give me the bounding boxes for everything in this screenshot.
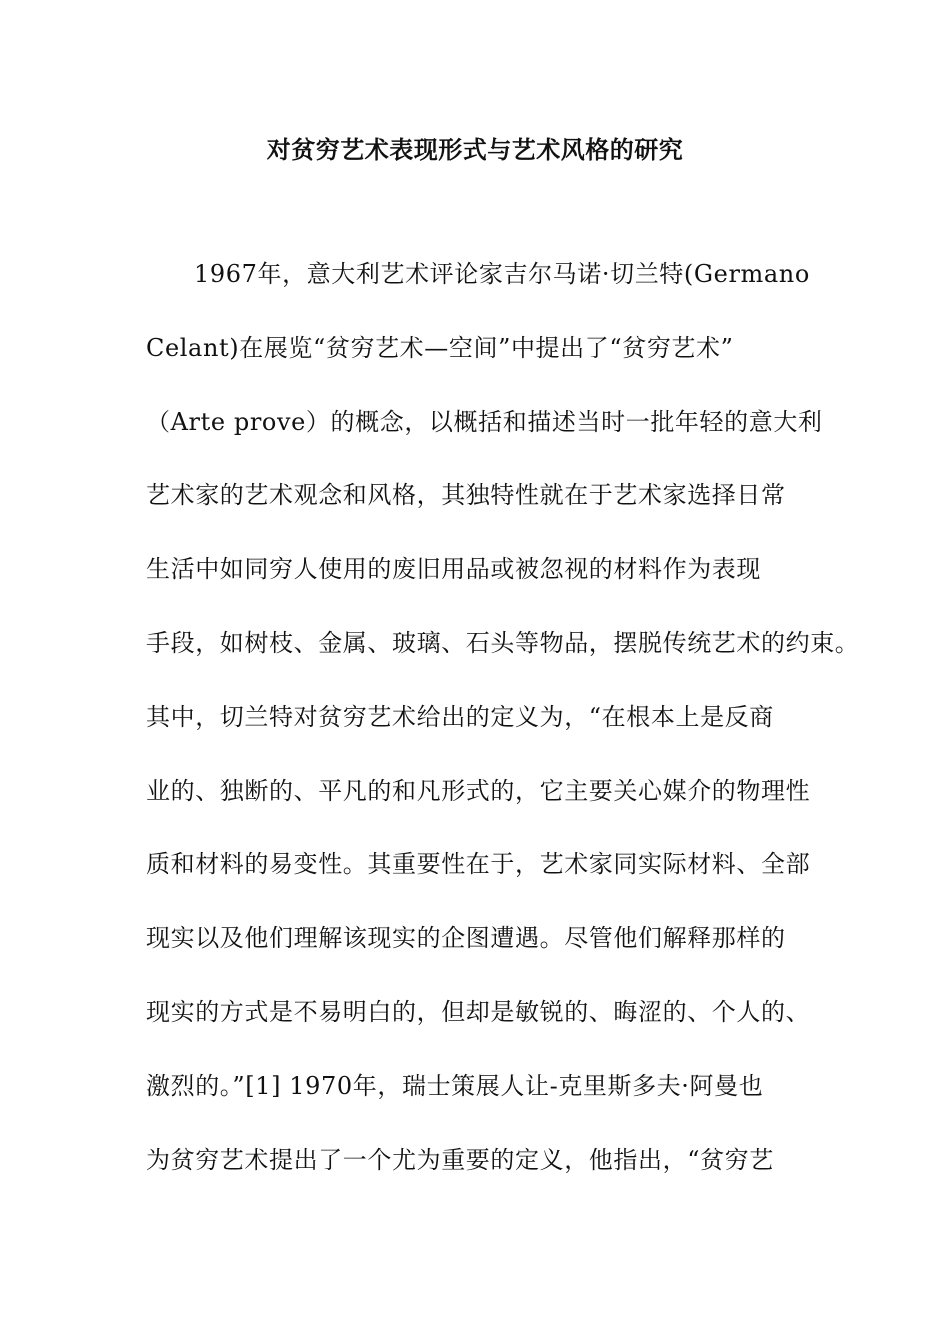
paragraph-line: 艺术家的艺术观念和风格，其独特性就在于艺术家选择日常 [146,481,786,510]
paragraph-line: 质和材料的易变性。其重要性在于，艺术家同实际材料、全部 [146,850,811,879]
paragraph-line: （Arte prove）的概念，以概括和描述当时一批年轻的意大利 [146,407,823,436]
paragraph-line: 现实以及他们理解该现实的企图遭遇。尽管他们解释那样的 [146,924,786,953]
paragraph-line: 生活中如同穷人使用的废旧用品或被忽视的材料作为表现 [146,555,761,584]
paragraph-line: 为贫穷艺术提出了一个尤为重要的定义，他指出，“贫穷艺 [146,1145,774,1174]
paragraph-line: 1967年，意大利艺术评论家吉尔马诺·切兰特(Germano [194,260,810,288]
paragraph-line: 其中，切兰特对贫穷艺术给出的定义为，“在根本上是反商 [146,702,774,731]
paragraph-line: 手段，如树枝、金属、玻璃、石头等物品，摆脱传统艺术的约束。 [146,628,860,657]
paragraph-line: 业的、独断的、平凡的和凡形式的，它主要关心媒介的物理性 [146,776,811,805]
document-body [146,252,860,1211]
paragraph-line: Celant)在展览“贫穷艺术—空间”中提出了“贫穷艺术” [146,333,734,362]
paragraph-line: 现实的方式是不易明白的，但却是敏锐的、晦涩的、个人的、 [146,997,811,1026]
paragraph-line: 激烈的。”[1] 1970年，瑞士策展人让-克里斯多夫·阿曼也 [146,1071,764,1100]
document-title: 对贫穷艺术表现形式与艺术风格的研究 [266,135,684,164]
